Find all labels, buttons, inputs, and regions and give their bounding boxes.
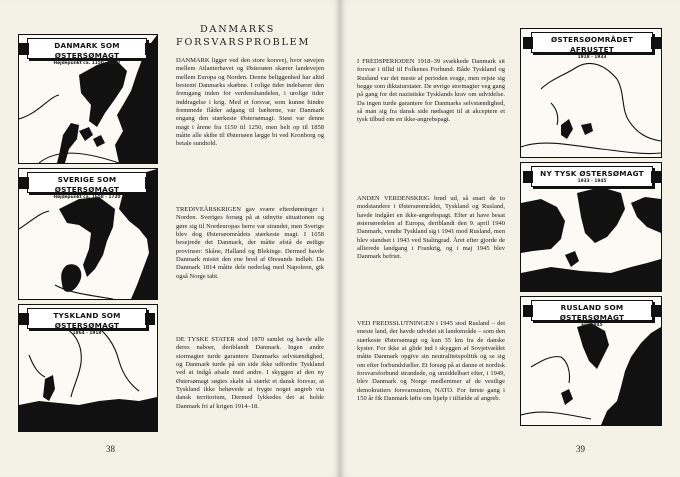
map-title: ØSTERSØOMRÅDET AFRUSTET bbox=[550, 35, 634, 54]
map-banner bbox=[27, 172, 147, 200]
paragraph-text: brød ud, så snart de to modstandere i Østersøområdet, Tyskland og Rusland, havde indgået en ikke-angrebspagt. Efter at have besat østersøredelen af Europa, deriblandt den 9. april 1940 Danmark, vendte Tyskland sig i 1941 mod Rusland, men blev standset i 1943 ved Stalingrad. Året efter gjorde de allierede landgang i Frankrig, og i maj 1945 blev Danmark befriet. bbox=[357, 195, 505, 261]
map-subtitle: Højdepunkt ca. 1658 - 1720 bbox=[53, 195, 121, 200]
paragraph-text: stod 1870 samlet og havde alle deres naboer, deriblandt Danmark. Ingen andre stormagter turde garantere Danmarks selvstændighed, og Danmark turde på sin side ikke udfordre Tyskland ved at indgå afsale med andre. I skyggen af den ny Østersømagt søgtes skabt så stærkt et dansk forsvar, at Tyskland ikke behøvede at frygte noget angreb via dansk territorium, Dermed lykkedes det at holde Danmark fri af krigen 1914–18. bbox=[176, 336, 324, 410]
map-subtitle: Højdepunkt ca. 1150 - 1227 bbox=[53, 61, 121, 66]
paragraph-peace-settlement bbox=[357, 320, 505, 403]
map-banner bbox=[531, 32, 653, 60]
map-banner bbox=[27, 308, 147, 336]
map-title: NY TYSK ØSTERSØMAGT bbox=[540, 169, 644, 178]
map-russia-baltic-power bbox=[520, 296, 662, 426]
paragraph-lead: DE TYSKE STATER bbox=[176, 336, 235, 343]
paragraph-lead: TREDIVEÅRSKRIGEN bbox=[176, 206, 241, 213]
map-title: SVERIGE SOM ØSTERSØMAGT bbox=[54, 175, 120, 194]
map-new-german-baltic-power bbox=[520, 162, 662, 292]
paragraph-denmark bbox=[176, 57, 324, 149]
map-subtitle: 1864 - 1918 bbox=[72, 331, 102, 336]
paragraph-peace-period bbox=[357, 58, 505, 125]
page-number-left: 38 bbox=[106, 444, 115, 454]
paragraph-lead: ANDEN VERDENSKRIG bbox=[357, 195, 430, 202]
map-germany-baltic-power bbox=[18, 304, 158, 432]
map-banner bbox=[531, 300, 653, 328]
map-subtitle: Fra 1945 bbox=[581, 323, 603, 328]
page-number-right: 39 bbox=[576, 444, 585, 454]
paragraph-text: gav svære efterdønninger i Norden. Sveriges forsøg på at udnytte situationen og gøre sig til Nordeuropas herre var strandet, men Sverige blev dog Østersøområdets stærkeste magt. I 1658 besejrede det Danmark, der måtte afstå de østlige provinser: Skåne, Halland og Blekinge. Dermed havde Danmark mistet den ene bred af Øresunds indløb. Da Danmark 1814 måtte dele nederlag med Napoleon, gik også Norge tabt. bbox=[176, 206, 324, 280]
map-title: DANMARK SOM ØSTERSØMAGT bbox=[54, 41, 120, 60]
map-baltic-disarmed bbox=[520, 28, 662, 158]
map-sweden-baltic-power bbox=[18, 168, 158, 300]
map-title: RUSLAND SOM ØSTERSØMAGT bbox=[559, 303, 625, 322]
right-page bbox=[340, 0, 680, 477]
paragraph-text: 1918–39 svækkede Danmark sit forsvar i tillid til Folkenes Forbund. Både Tyskland og Rusland var det meste af perioden svage, men rejste sig begge som diktaturstater. De øvrige stormagter veg gang på gang for det nazistiske Tysklands krav om udvidelse. Da ingen turde garantere for Danmarks selvstændighed, så man sig fra dansk side nødsaget til at akceptere et tysk tilbud om en ikke-angrebspagt. bbox=[357, 58, 505, 124]
paragraph-thirty-years-war bbox=[176, 206, 324, 281]
paragraph-world-war-two bbox=[357, 195, 505, 262]
paragraph-lead: DANMARK bbox=[176, 57, 210, 64]
map-denmark-baltic-power bbox=[18, 34, 158, 164]
map-banner bbox=[27, 38, 147, 66]
paragraph-text: ligger ved den store korsvej, hvor søvejen mellem Atlanterhavet og Østersøen skærer landevejen mellem Europa og Norden. Denne beliggenhed har altid bestemt Danmarks skæbne. I rolige tider indebærer den fremgang inden for verdenshandelen, i urolige tider inddragelse i krig. Med et forsvar, som kunne hindre fremmede flåder adgang til bælterne, var Danmark engang den stærkeste Østersømagt. Støst var denne magt i årene fra 1150 til 1250, men helt op til 1858 måtte alle skibe til Østersøen lægge bi ved Kronborg og betale sundtold. bbox=[176, 57, 324, 148]
map-title: TYSKLAND SOM ØSTERSØMAGT bbox=[53, 311, 121, 330]
paragraph-lead: VED FREDSSLUTNINGEN bbox=[357, 320, 434, 327]
map-subtitle: 1918 - 1933 bbox=[577, 55, 607, 60]
paragraph-text: i 1945 stod Rusland – det eneste land, der havde udvidet sit landområde – som den stærkeste Østersømagt og kun 35 km fra de danske kyster. For ikke at glide ind i skyggen af Sovjetvældet måtte Danmark opgive sin neutralitetspolitik og se sig om efter forbundsfæller. Et forsøg på at danne et nordisk forsvarsforbund strandede, og umiddelbart efter, i 1949, blev Danmark og Norge medlemmer af de vestlige demokratiers forsvarsunion, NATO. For første gang i 150 år fik Danmark løfte om hjælp i tilfælde af angreb. bbox=[357, 320, 506, 403]
paragraph-german-states bbox=[176, 336, 324, 411]
map-banner bbox=[531, 166, 653, 187]
page-title-line-1: DANMARKS bbox=[200, 24, 276, 35]
page-title-line-2: FORSVARSPROBLEM bbox=[176, 37, 311, 48]
map-subtitle: 1933 - 1945 bbox=[577, 179, 607, 184]
paragraph-lead: I FREDSPERIODEN bbox=[357, 58, 415, 65]
